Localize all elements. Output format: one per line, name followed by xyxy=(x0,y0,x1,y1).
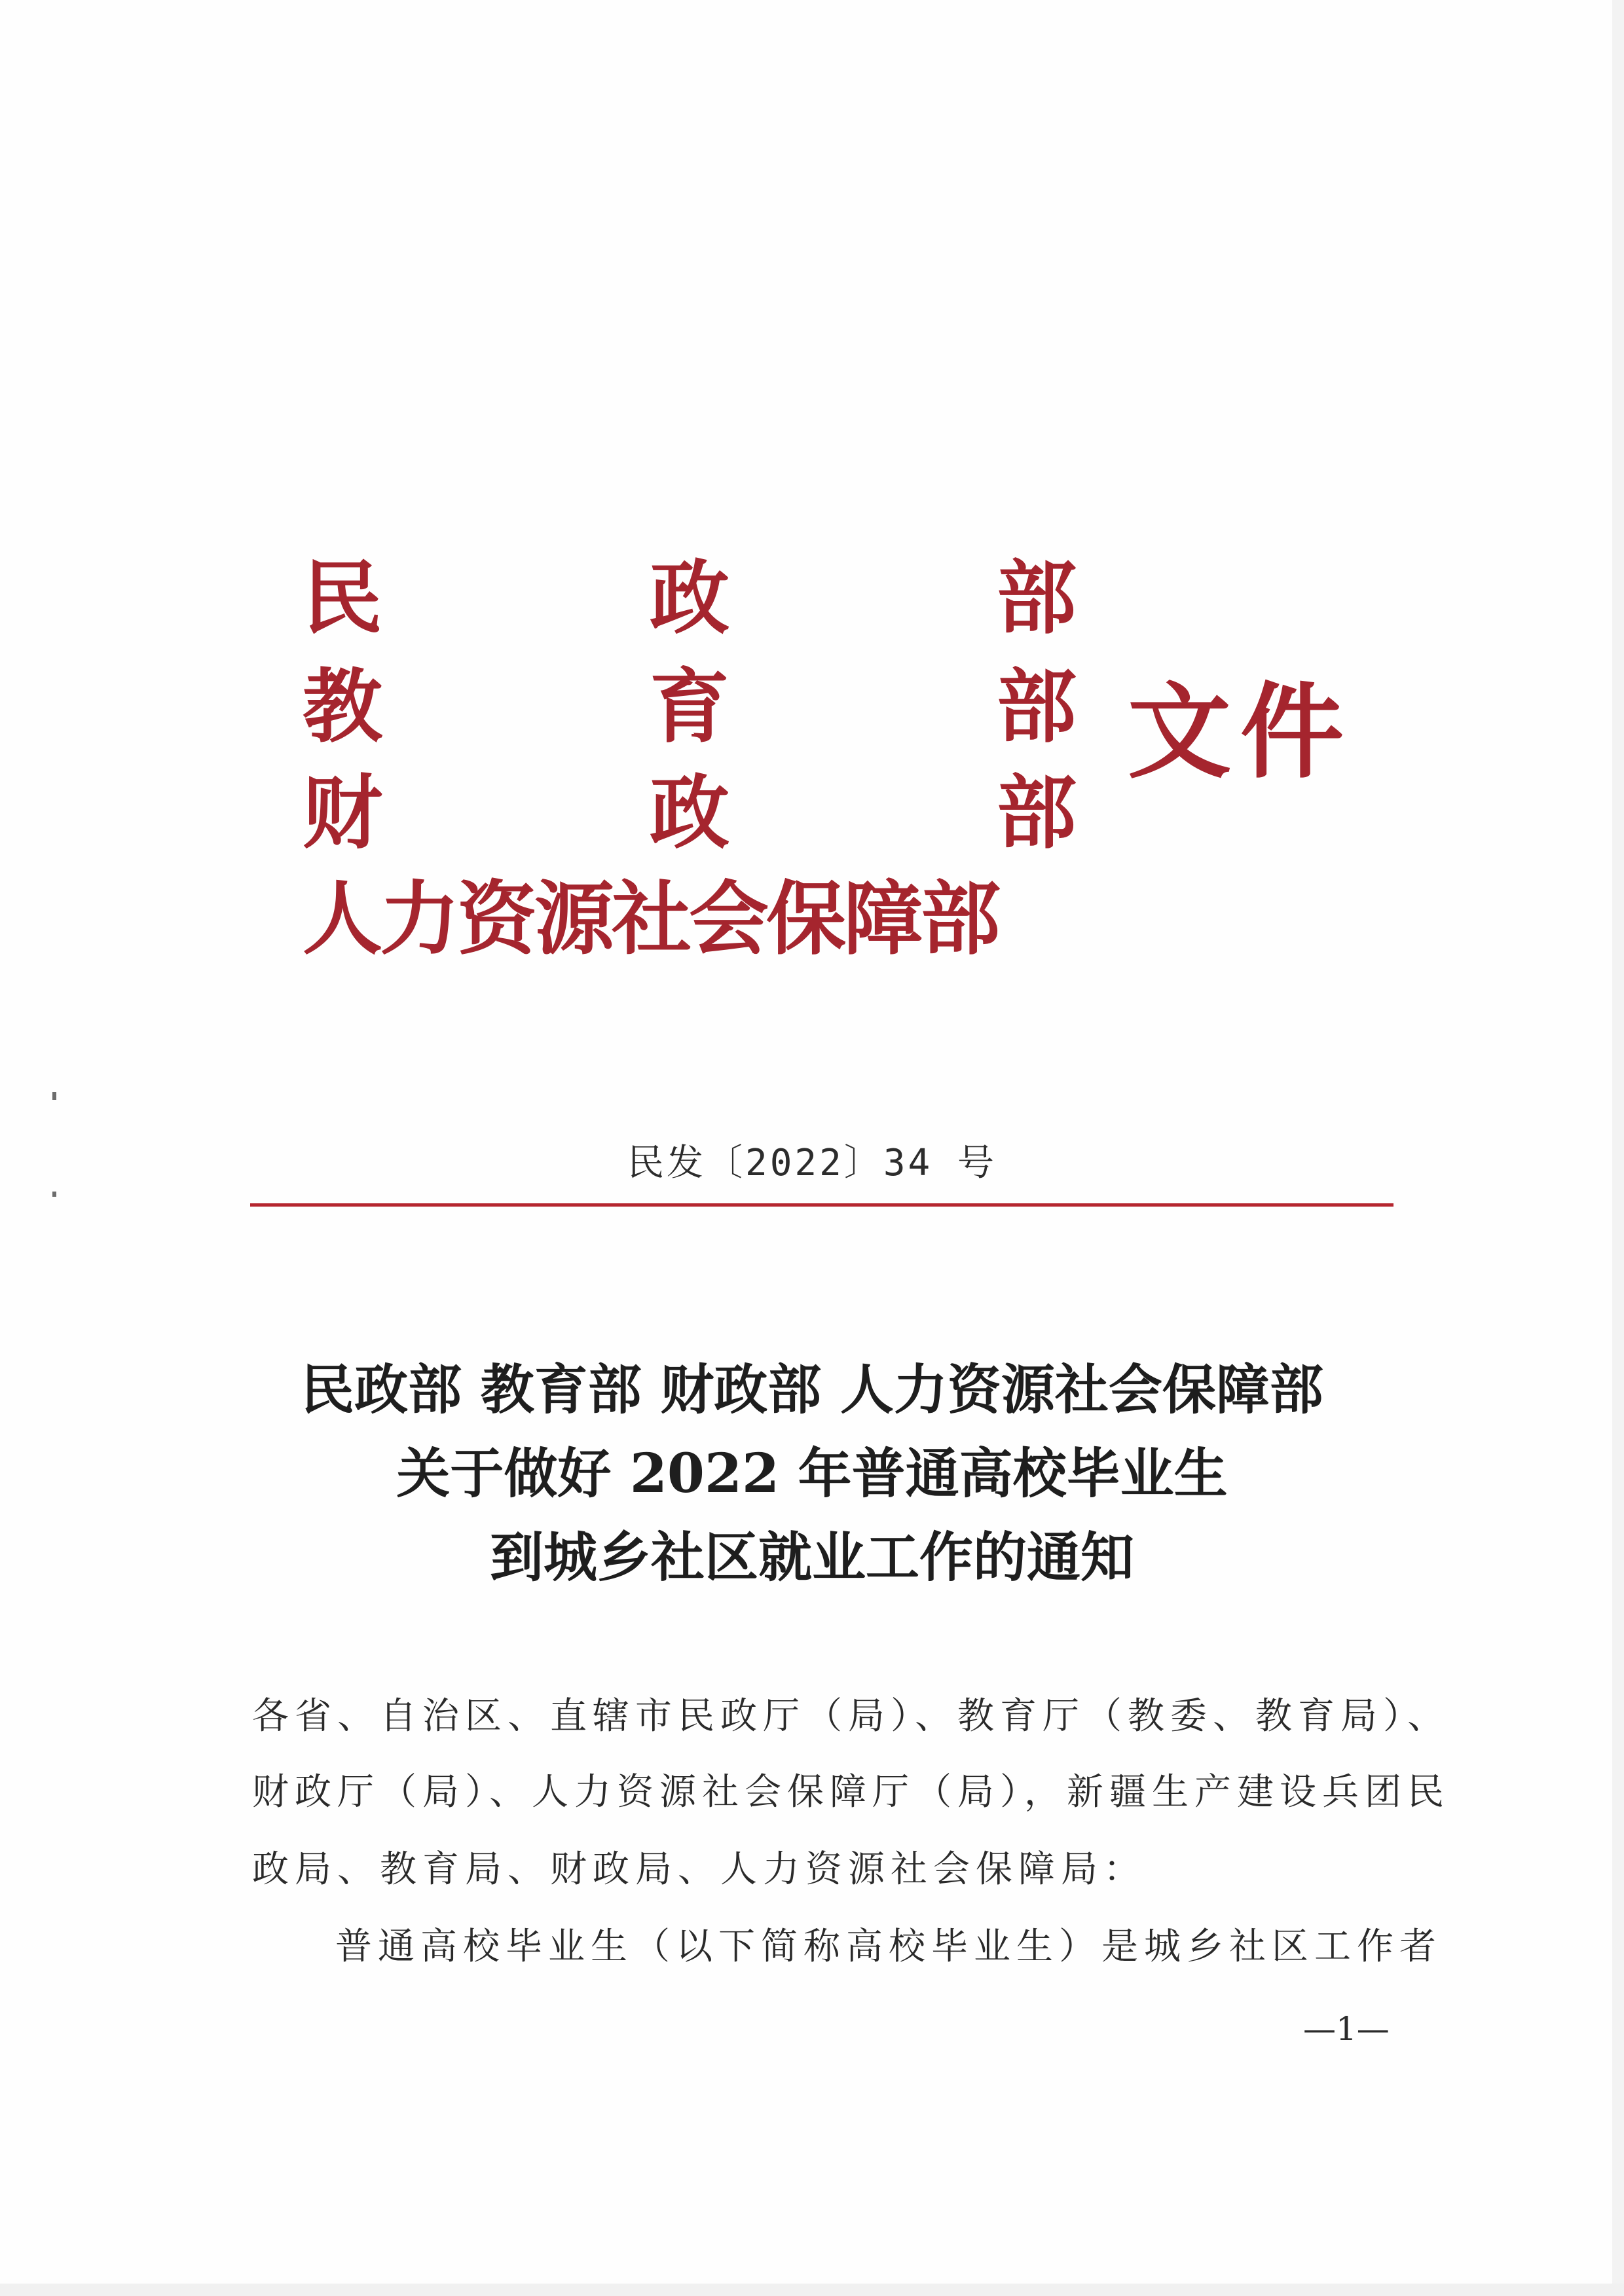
scan-edge-bottom xyxy=(0,2284,1624,2296)
issuer-3-center: 政 xyxy=(650,765,729,860)
document-type-label: 文件 xyxy=(1128,672,1353,793)
issuer-1-center: 政 xyxy=(650,551,729,645)
issuer-2-center: 育 xyxy=(650,659,729,754)
punch-mark-bottom xyxy=(52,1192,56,1197)
red-separator-line xyxy=(250,1203,1393,1207)
body-line-2: 财政厅（局）、人力资源社会保障厅（局），新疆生产建设兵团民 xyxy=(252,1771,1450,1813)
issuer-1-right: 部 xyxy=(997,551,1077,645)
issuer-1-left: 民 xyxy=(303,551,382,645)
title-line-1: 民政部 教育部 财政部 人力资源社会保障部 xyxy=(301,1358,1323,1421)
issuer-3-left: 财 xyxy=(303,765,382,860)
body-line-1: 各省、自治区、直辖市民政厅（局）、教育厅（教委、教育局）、 xyxy=(252,1695,1450,1738)
body-line-3: 政局、教育局、财政局、人力资源社会保障局： xyxy=(252,1848,1146,1891)
title-line-3: 到城乡社区就业工作的通知 xyxy=(489,1526,1134,1589)
page-number: —1— xyxy=(1303,2010,1390,2048)
body-line-4: 普通高校毕业生（以下简称高校毕业生）是城乡社区工作者 xyxy=(335,1925,1442,1968)
document-number: 民发〔2022〕34 号 xyxy=(627,1142,997,1184)
issuer-3-right: 部 xyxy=(997,765,1077,860)
issuer-4-full: 人力资源社会保障部 xyxy=(303,871,998,966)
title-line-2: 关于做好 2022 年普通高校毕业生 xyxy=(396,1442,1228,1505)
issuer-2-left: 教 xyxy=(303,659,382,754)
issuer-2-right: 部 xyxy=(997,659,1077,754)
punch-mark-top xyxy=(52,1092,56,1100)
